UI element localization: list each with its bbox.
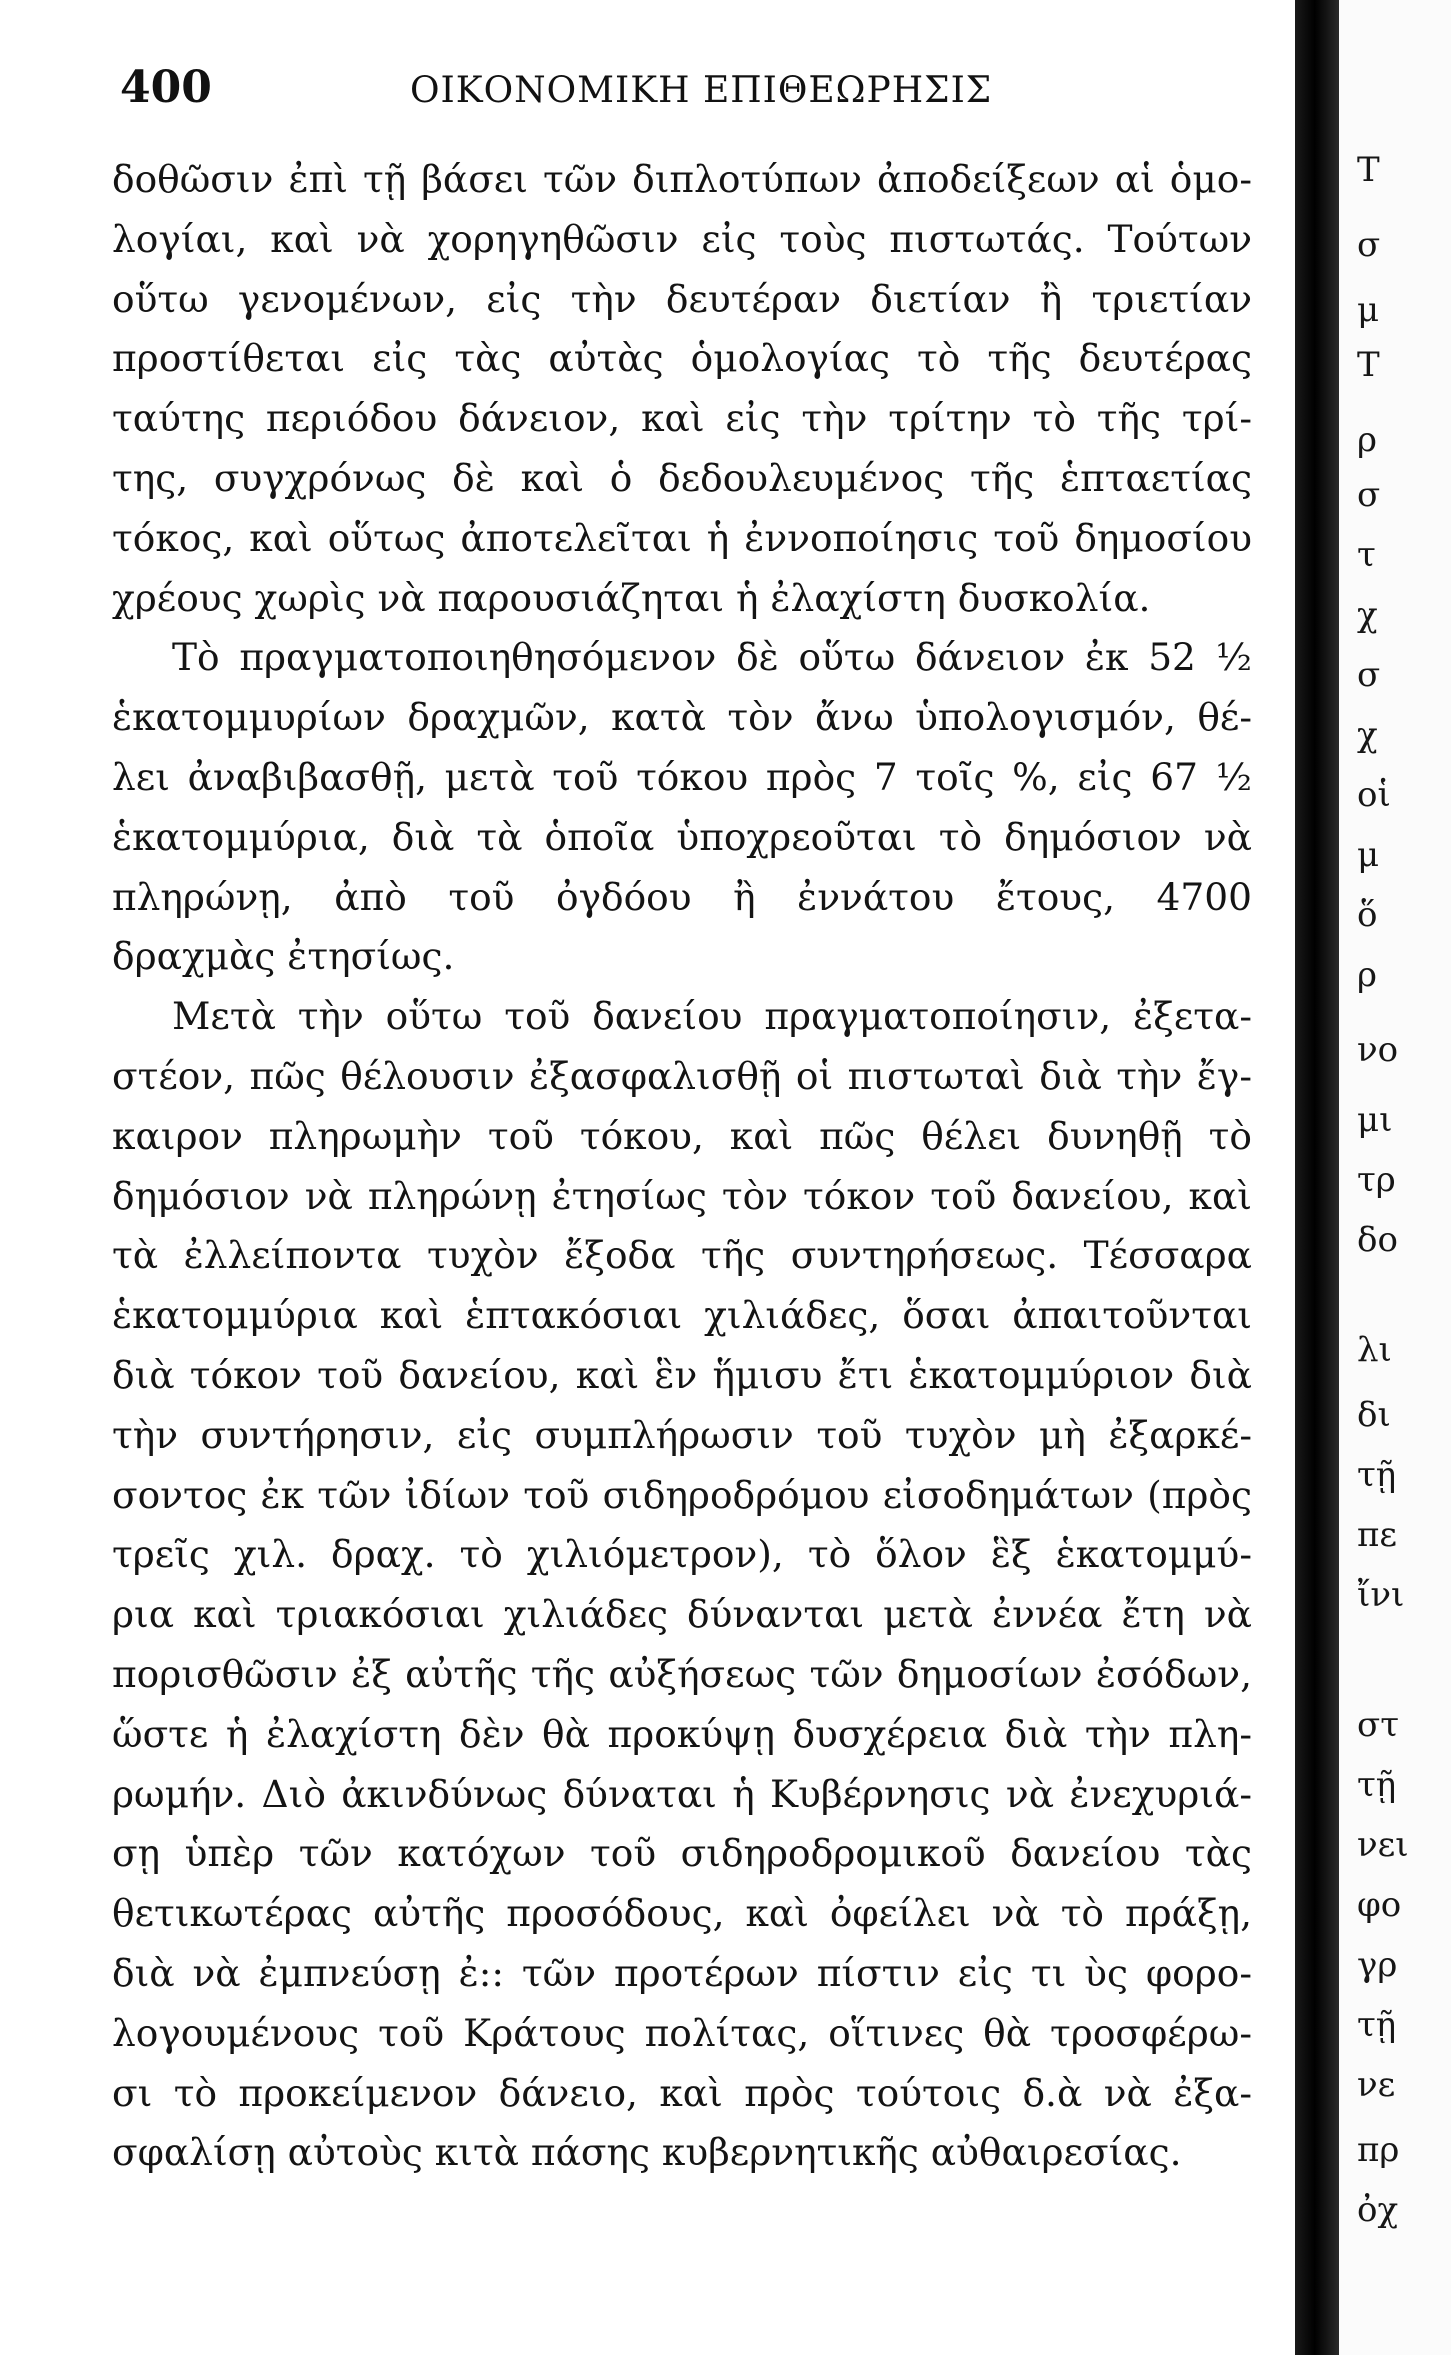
right-page-fragment: σ — [1357, 225, 1381, 265]
right-page-fragment: στ — [1357, 1705, 1400, 1745]
text-line: σι τὸ προκείμενον δάνειο, καὶ πρὸς τούτοις δ.ὰ νὰ ἐξα- — [112, 2070, 1252, 2115]
text-line: ὥστε ἡ ἐλαχίστη δὲν θὰ προκύψῃ δυσχέρεια διὰ τὴν πλη- — [112, 1711, 1252, 1756]
text-line: τρεῖς χιλ. δραχ. τὸ χιλιόμετρον), τὸ ὅλον ἓξ ἑκατομμύ- — [112, 1532, 1252, 1577]
right-page-fragment: χ — [1357, 595, 1378, 635]
right-page-fragment: τῇ — [1357, 1455, 1397, 1495]
text-line: σφαλίσῃ αὐτοὺς κιτὰ πάσης κυβερνητικῆς αὐθαιρεσίας. — [112, 2130, 1182, 2175]
right-page-fragment: σ — [1357, 655, 1381, 695]
text-line: δοθῶσιν ἐπὶ τῇ βάσει τῶν διπλοτύπων ἀποδείξεων αἱ ὁμο- — [112, 157, 1252, 201]
text-line: καιρον πληρωμὴν τοῦ τόκου, καὶ πῶς θέλει δυνηθῇ τὸ — [112, 1113, 1252, 1158]
right-page-fragment: τῇ — [1357, 2005, 1397, 2045]
text-line: ρια καὶ τριακόσιαι χιλιάδες δύνανται μετὰ ἐννέα ἔτη νὰ — [112, 1592, 1252, 1637]
text-line: ἑκατομμυρίων δραχμῶν, κατὰ τὸν ἄνω ὑπολογισμόν, θέ- — [112, 695, 1252, 740]
text-line: λογουμένους τοῦ Κράτους πολίτας, οἵτινες θὰ τροσφέρω- — [112, 2010, 1252, 2055]
right-page-fragment: T — [1357, 345, 1380, 385]
right-page-fragment: ρ — [1357, 420, 1377, 460]
text-line: σῃ ὑπὲρ τῶν κατόχων τοῦ σιδηροδρομικοῦ δανείου τὰς — [112, 1831, 1252, 1876]
right-page-fragment: T — [1357, 150, 1380, 190]
page-header — [120, 62, 1240, 132]
text-line: τὴν συντήρησιν, εἰς συμπλήρωσιν τοῦ τυχὸν μὴ ἐξαρκέ- — [112, 1412, 1252, 1457]
text-line: ἑκατομμύρια, διὰ τὰ ὁποῖα ὑποχρεοῦται τὸ δημόσιον νὰ — [112, 814, 1252, 859]
right-page-fragment: ἴνι — [1357, 1575, 1405, 1615]
right-page-fragment: δο — [1357, 1220, 1398, 1260]
right-page-fragment: ρ — [1357, 955, 1377, 995]
page-number: 400 — [120, 62, 212, 113]
right-page-fragment: φο — [1357, 1885, 1402, 1925]
text-line: δημόσιον νὰ πληρώνῃ ἐτησίως τὸν τόκον τοῦ δανείου, καὶ — [112, 1173, 1252, 1218]
right-page-fragment: μ — [1357, 290, 1380, 330]
text-line: λει ἀναβιβασθῇ, μετὰ τοῦ τόκου πρὸς 7 τοῖς %, εἰς 67 ½ — [112, 754, 1252, 799]
right-page-fragment: οἱ — [1357, 775, 1391, 815]
text-line: οὕτω γενομένων, εἰς τὴν δευτέραν διετίαν ἢ τριετίαν — [112, 276, 1252, 321]
text-line: της, συγχρόνως δὲ καὶ ὁ δεδουλευμένος τῆς ἑπταετίας — [112, 455, 1252, 500]
right-page-edge — [1339, 0, 1451, 2355]
right-page-fragment: τρ — [1357, 1160, 1396, 1200]
text-line: ρωμήν. Διὸ ἀκινδύνως δύναται ἡ Κυβέρνησις νὰ ἐνεχυριά- — [112, 1771, 1252, 1816]
text-line: Τὸ πραγματοποιηθησόμενον δὲ οὕτω δάνειον ἐκ 52 ½ — [172, 635, 1252, 680]
text-line: διὰ τόκον τοῦ δανείου, καὶ ἓν ἥμισυ ἔτι ἑκατομμύριον διὰ — [112, 1352, 1252, 1397]
running-title: ΟΙΚΟΝΟΜΙΚΗ ΕΠΙΘΕΩΡΗΣΙΣ — [410, 70, 993, 111]
right-page-fragment: τῇ — [1357, 1765, 1397, 1805]
text-line: διὰ νὰ ἐμπνεύσῃ ἐ:: τῶν προτέρων πίστιν εἰς τι ὺς φορο- — [112, 1950, 1252, 1995]
right-page-fragment: νει — [1357, 1825, 1409, 1865]
text-line: θετικωτέρας αὐτῆς προσόδους, καὶ ὀφείλει νὰ τὸ πράξῃ, — [112, 1891, 1252, 1936]
text-line: ἑκατομμύρια καὶ ἑπτακόσιαι χιλιάδες, ὅσαι ἀπαιτοῦνται — [112, 1293, 1252, 1338]
right-page-fragment: τ — [1357, 535, 1376, 575]
body-text — [112, 150, 1252, 2183]
right-page-fragment: πρ — [1357, 2130, 1400, 2170]
text-line: ταύτης περιόδου δάνειον, καὶ εἰς τὴν τρίτην τὸ τῆς τρί- — [112, 396, 1252, 441]
text-line: πληρώνῃ, ἀπὸ τοῦ ὀγδόου ἢ ἐννάτου ἔτους, 4700 — [112, 874, 1252, 919]
text-line: τὰ ἐλλείποντα τυχὸν ἔξοδα τῆς συντηρήσεως. Τέσσαρα — [112, 1233, 1252, 1278]
right-page-fragment: νο — [1357, 1030, 1399, 1070]
text-line: στέον, πῶς θέλουσιν ἐξασφαλισθῇ οἱ πιστωταὶ διὰ τὴν ἔγ- — [112, 1053, 1252, 1098]
text-line: πορισθῶσιν ἐξ αὐτῆς τῆς αὐξήσεως τῶν δημοσίων ἐσόδων, — [112, 1651, 1252, 1696]
right-page-fragment: νε — [1357, 2065, 1396, 2105]
book-gutter — [1295, 0, 1339, 2355]
right-page-fragment: ὅ — [1357, 895, 1378, 935]
right-page-fragment: δι — [1357, 1395, 1391, 1435]
text-line: τόκος, καὶ οὕτως ἀποτελεῖται ἡ ἐννοποίησις τοῦ δημοσίου — [112, 515, 1252, 560]
right-page-fragment: λι — [1357, 1330, 1392, 1370]
text-line: σοντος ἐκ τῶν ἰδίων τοῦ σιδηροδρόμου εἰσοδημάτων (πρὸς — [112, 1472, 1252, 1517]
right-page-fragment: ὀχ — [1357, 2190, 1399, 2230]
right-page-fragment: χ — [1357, 715, 1378, 755]
right-page-fragment: μι — [1357, 1100, 1393, 1140]
right-page-fragment: σ — [1357, 475, 1381, 515]
text-line: Μετὰ τὴν οὕτω τοῦ δανείου πραγματοποίησιν, ἐξετα- — [172, 994, 1252, 1039]
right-page-fragment: γρ — [1357, 1945, 1398, 1985]
text-line: δραχμὰς ἐτησίως. — [112, 934, 455, 979]
right-page-fragment: πε — [1357, 1515, 1397, 1555]
text-line: προστίθεται εἰς τὰς αὐτὰς ὁμολογίας τὸ τῆς δευτέρας — [112, 336, 1252, 381]
text-line: λογίαι, καὶ νὰ χορηγηθῶσιν εἰς τοὺς πιστωτάς. Τούτων — [112, 216, 1252, 261]
right-page-fragment: μ — [1357, 835, 1380, 875]
text-line: χρέους χωρὶς νὰ παρουσιάζηται ἡ ἐλαχίστη δυσκολία. — [112, 575, 1151, 620]
